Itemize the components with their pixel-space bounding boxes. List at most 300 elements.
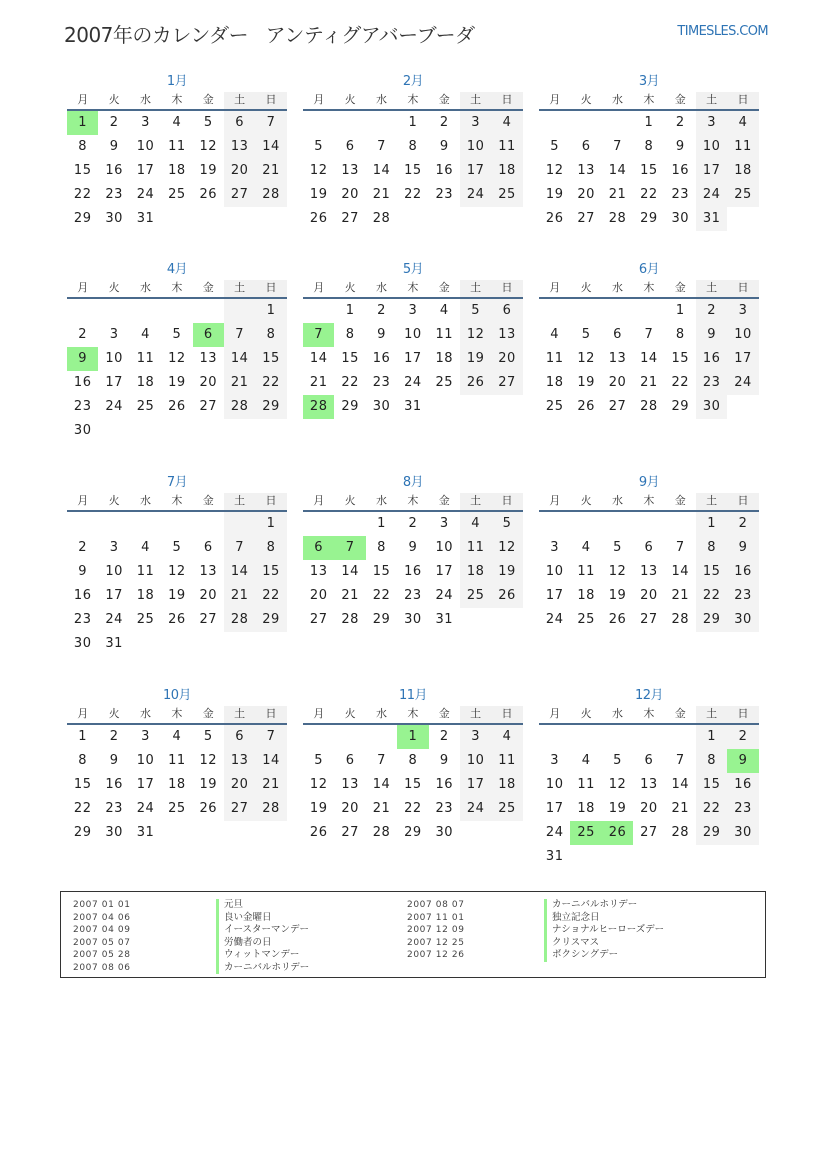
day-cell[interactable]: 16 [105, 777, 123, 792]
day-cell[interactable]: 7 [377, 139, 386, 154]
day-cell[interactable]: 15 [73, 163, 92, 178]
day-cell[interactable]: 20 [341, 801, 359, 816]
day-cell[interactable]: 25 [136, 612, 155, 627]
day-cell[interactable]: 19 [608, 801, 627, 816]
day-cell[interactable]: 12 [577, 351, 595, 366]
day-cell[interactable]: 29 [696, 608, 727, 632]
day-cell[interactable]: 20 [577, 187, 595, 202]
day-cell[interactable]: 17 [460, 773, 491, 797]
day-cell[interactable]: 23 [404, 588, 422, 603]
day-cell[interactable]: 15 [696, 560, 727, 584]
day-cell[interactable]: 9 [439, 139, 449, 154]
day-cell[interactable]: 7 [377, 753, 386, 768]
day-cell[interactable]: 11 [727, 135, 758, 159]
day-cell[interactable]: 30 [671, 211, 690, 226]
holiday-day-cell[interactable]: 9 [67, 347, 98, 371]
day-cell[interactable]: 17 [727, 347, 758, 371]
day-cell[interactable]: 23 [73, 399, 92, 414]
day-cell[interactable]: 8 [78, 753, 88, 768]
day-cell[interactable]: 26 [608, 612, 627, 627]
day-cell[interactable]: 7 [255, 111, 286, 135]
day-cell[interactable]: 28 [671, 825, 690, 840]
day-cell[interactable]: 7 [224, 536, 255, 560]
holiday-day-cell[interactable]: 26 [602, 821, 633, 845]
day-cell[interactable]: 14 [224, 347, 255, 371]
day-cell[interactable]: 24 [727, 371, 758, 395]
day-cell[interactable]: 23 [727, 797, 758, 821]
day-cell[interactable]: 19 [168, 588, 186, 603]
day-cell[interactable]: 26 [199, 187, 218, 202]
day-cell[interactable]: 11 [435, 327, 454, 342]
day-cell[interactable]: 6 [491, 299, 522, 323]
day-cell[interactable]: 26 [199, 801, 218, 816]
day-cell[interactable]: 25 [435, 375, 454, 390]
day-cell[interactable]: 28 [372, 211, 391, 226]
day-cell[interactable]: 23 [696, 371, 727, 395]
day-cell[interactable]: 2 [439, 115, 449, 130]
day-cell[interactable]: 27 [608, 399, 627, 414]
day-cell[interactable]: 27 [640, 612, 658, 627]
day-cell[interactable]: 19 [608, 588, 627, 603]
day-cell[interactable]: 16 [696, 347, 727, 371]
day-cell[interactable]: 7 [255, 725, 286, 749]
day-cell[interactable]: 16 [73, 588, 92, 603]
day-cell[interactable]: 27 [199, 612, 218, 627]
day-cell[interactable]: 5 [172, 327, 182, 342]
day-cell[interactable]: 30 [73, 423, 92, 438]
day-cell[interactable]: 29 [255, 395, 286, 419]
day-cell[interactable]: 14 [372, 777, 391, 792]
day-cell[interactable]: 18 [727, 159, 758, 183]
day-cell[interactable]: 12 [491, 536, 522, 560]
day-cell[interactable]: 8 [408, 753, 418, 768]
day-cell[interactable]: 12 [168, 564, 186, 579]
day-cell[interactable]: 27 [341, 825, 359, 840]
day-cell[interactable]: 14 [224, 560, 255, 584]
holiday-day-cell[interactable]: 6 [193, 323, 224, 347]
day-cell[interactable]: 28 [640, 399, 658, 414]
day-cell[interactable]: 10 [136, 139, 155, 154]
day-cell[interactable]: 25 [168, 801, 186, 816]
day-cell[interactable]: 12 [460, 323, 491, 347]
day-cell[interactable]: 21 [224, 584, 255, 608]
day-cell[interactable]: 9 [696, 323, 727, 347]
day-cell[interactable]: 26 [309, 211, 328, 226]
day-cell[interactable]: 31 [696, 207, 727, 231]
day-cell[interactable]: 26 [460, 371, 491, 395]
day-cell[interactable]: 13 [224, 135, 255, 159]
day-cell[interactable]: 17 [435, 564, 454, 579]
day-cell[interactable]: 2 [109, 729, 119, 744]
day-cell[interactable]: 17 [136, 163, 155, 178]
day-cell[interactable]: 22 [341, 375, 359, 390]
day-cell[interactable]: 26 [168, 612, 186, 627]
day-cell[interactable]: 2 [439, 729, 449, 744]
holiday-day-cell[interactable]: 7 [334, 536, 365, 560]
day-cell[interactable]: 10 [545, 564, 564, 579]
day-cell[interactable]: 26 [168, 399, 186, 414]
day-cell[interactable]: 16 [404, 564, 422, 579]
day-cell[interactable]: 6 [224, 725, 255, 749]
day-cell[interactable]: 4 [581, 540, 591, 555]
day-cell[interactable]: 11 [577, 777, 595, 792]
day-cell[interactable]: 1 [644, 115, 654, 130]
day-cell[interactable]: 25 [136, 399, 155, 414]
day-cell[interactable]: 16 [372, 351, 391, 366]
day-cell[interactable]: 13 [199, 351, 218, 366]
day-cell[interactable]: 3 [727, 299, 758, 323]
day-cell[interactable]: 27 [341, 211, 359, 226]
day-cell[interactable]: 14 [255, 749, 286, 773]
day-cell[interactable]: 6 [644, 753, 654, 768]
day-cell[interactable]: 27 [309, 612, 328, 627]
day-cell[interactable]: 14 [255, 135, 286, 159]
day-cell[interactable]: 5 [581, 327, 591, 342]
day-cell[interactable]: 18 [460, 560, 491, 584]
day-cell[interactable]: 20 [491, 347, 522, 371]
day-cell[interactable]: 22 [73, 801, 92, 816]
day-cell[interactable]: 20 [309, 588, 328, 603]
day-cell[interactable]: 19 [199, 777, 218, 792]
holiday-day-cell[interactable]: 9 [727, 749, 758, 773]
holiday-day-cell[interactable]: 7 [303, 323, 334, 347]
day-cell[interactable]: 6 [581, 139, 591, 154]
day-cell[interactable]: 9 [727, 536, 758, 560]
day-cell[interactable]: 11 [460, 536, 491, 560]
day-cell[interactable]: 12 [309, 777, 328, 792]
day-cell[interactable]: 17 [105, 588, 123, 603]
day-cell[interactable]: 19 [309, 801, 328, 816]
day-cell[interactable]: 3 [550, 753, 560, 768]
day-cell[interactable]: 19 [491, 560, 522, 584]
day-cell[interactable]: 6 [644, 540, 654, 555]
day-cell[interactable]: 4 [141, 540, 150, 555]
day-cell[interactable]: 6 [345, 139, 355, 154]
day-cell[interactable]: 13 [577, 163, 595, 178]
day-cell[interactable]: 23 [727, 584, 758, 608]
day-cell[interactable]: 5 [550, 139, 560, 154]
day-cell[interactable]: 22 [671, 375, 690, 390]
day-cell[interactable]: 30 [435, 825, 454, 840]
day-cell[interactable]: 16 [727, 560, 758, 584]
day-cell[interactable]: 8 [255, 536, 286, 560]
day-cell[interactable]: 24 [460, 183, 491, 207]
day-cell[interactable]: 20 [199, 588, 218, 603]
day-cell[interactable]: 25 [491, 183, 522, 207]
day-cell[interactable]: 10 [105, 351, 123, 366]
day-cell[interactable]: 30 [727, 821, 758, 845]
day-cell[interactable]: 5 [460, 299, 491, 323]
day-cell[interactable]: 19 [309, 187, 328, 202]
day-cell[interactable]: 16 [727, 773, 758, 797]
day-cell[interactable]: 17 [105, 375, 123, 390]
day-cell[interactable]: 31 [136, 825, 155, 840]
day-cell[interactable]: 22 [696, 584, 727, 608]
day-cell[interactable]: 11 [136, 564, 155, 579]
day-cell[interactable]: 2 [727, 725, 758, 749]
day-cell[interactable]: 13 [608, 351, 627, 366]
day-cell[interactable]: 2 [377, 303, 386, 318]
day-cell[interactable]: 24 [696, 183, 727, 207]
day-cell[interactable]: 1 [408, 115, 418, 130]
day-cell[interactable]: 6 [224, 111, 255, 135]
day-cell[interactable]: 21 [341, 588, 359, 603]
day-cell[interactable]: 13 [309, 564, 328, 579]
day-cell[interactable]: 9 [408, 540, 418, 555]
day-cell[interactable]: 21 [671, 801, 690, 816]
day-cell[interactable]: 22 [255, 371, 286, 395]
day-cell[interactable]: 1 [345, 303, 355, 318]
day-cell[interactable]: 16 [435, 777, 454, 792]
day-cell[interactable]: 21 [608, 187, 627, 202]
day-cell[interactable]: 21 [372, 187, 391, 202]
day-cell[interactable]: 18 [491, 773, 522, 797]
day-cell[interactable]: 22 [73, 187, 92, 202]
day-cell[interactable]: 17 [404, 351, 422, 366]
day-cell[interactable]: 15 [640, 163, 658, 178]
day-cell[interactable]: 12 [199, 139, 218, 154]
day-cell[interactable]: 30 [105, 211, 123, 226]
day-cell[interactable]: 14 [608, 163, 627, 178]
day-cell[interactable]: 11 [168, 139, 186, 154]
day-cell[interactable]: 4 [581, 753, 591, 768]
day-cell[interactable]: 23 [105, 801, 123, 816]
day-cell[interactable]: 9 [439, 753, 449, 768]
day-cell[interactable]: 6 [203, 540, 213, 555]
day-cell[interactable]: 8 [255, 323, 286, 347]
day-cell[interactable]: 1 [696, 725, 727, 749]
holiday-day-cell[interactable]: 1 [67, 111, 98, 135]
day-cell[interactable]: 11 [168, 753, 186, 768]
day-cell[interactable]: 8 [644, 139, 654, 154]
day-cell[interactable]: 25 [491, 797, 522, 821]
day-cell[interactable]: 7 [675, 540, 685, 555]
day-cell[interactable]: 27 [199, 399, 218, 414]
day-cell[interactable]: 29 [404, 825, 422, 840]
day-cell[interactable]: 20 [608, 375, 627, 390]
day-cell[interactable]: 24 [105, 399, 123, 414]
day-cell[interactable]: 3 [141, 115, 150, 130]
day-cell[interactable]: 24 [545, 612, 564, 627]
day-cell[interactable]: 15 [404, 777, 422, 792]
day-cell[interactable]: 14 [640, 351, 658, 366]
day-cell[interactable]: 17 [136, 777, 155, 792]
day-cell[interactable]: 26 [577, 399, 595, 414]
day-cell[interactable]: 18 [577, 801, 595, 816]
day-cell[interactable]: 3 [550, 540, 560, 555]
day-cell[interactable]: 11 [491, 135, 522, 159]
day-cell[interactable]: 30 [372, 399, 391, 414]
day-cell[interactable]: 4 [460, 512, 491, 536]
day-cell[interactable]: 25 [727, 183, 758, 207]
day-cell[interactable]: 2 [78, 327, 88, 342]
day-cell[interactable]: 25 [545, 399, 564, 414]
day-cell[interactable]: 14 [671, 777, 690, 792]
day-cell[interactable]: 8 [345, 327, 355, 342]
day-cell[interactable]: 27 [577, 211, 595, 226]
day-cell[interactable]: 18 [435, 351, 454, 366]
day-cell[interactable]: 16 [671, 163, 690, 178]
day-cell[interactable]: 28 [341, 612, 359, 627]
day-cell[interactable]: 2 [675, 115, 685, 130]
day-cell[interactable]: 27 [224, 797, 255, 821]
day-cell[interactable]: 22 [640, 187, 658, 202]
holiday-day-cell[interactable]: 25 [570, 821, 601, 845]
day-cell[interactable]: 13 [640, 777, 658, 792]
day-cell[interactable]: 2 [78, 540, 88, 555]
day-cell[interactable]: 10 [404, 327, 422, 342]
day-cell[interactable]: 10 [460, 749, 491, 773]
day-cell[interactable]: 27 [224, 183, 255, 207]
day-cell[interactable]: 23 [105, 187, 123, 202]
day-cell[interactable]: 25 [577, 612, 595, 627]
day-cell[interactable]: 19 [199, 163, 218, 178]
day-cell[interactable]: 5 [613, 540, 622, 555]
day-cell[interactable]: 17 [545, 801, 564, 816]
day-cell[interactable]: 4 [439, 303, 449, 318]
day-cell[interactable]: 23 [435, 187, 454, 202]
day-cell[interactable]: 10 [460, 135, 491, 159]
day-cell[interactable]: 5 [613, 753, 622, 768]
day-cell[interactable]: 29 [73, 825, 92, 840]
day-cell[interactable]: 23 [435, 801, 454, 816]
day-cell[interactable]: 4 [172, 729, 182, 744]
day-cell[interactable]: 9 [109, 753, 119, 768]
day-cell[interactable]: 26 [545, 211, 564, 226]
day-cell[interactable]: 30 [404, 612, 422, 627]
day-cell[interactable]: 8 [377, 540, 386, 555]
day-cell[interactable]: 27 [491, 371, 522, 395]
day-cell[interactable]: 18 [491, 159, 522, 183]
day-cell[interactable]: 1 [255, 512, 286, 536]
day-cell[interactable]: 31 [545, 849, 564, 864]
day-cell[interactable]: 3 [439, 516, 449, 531]
day-cell[interactable]: 18 [168, 163, 186, 178]
day-cell[interactable]: 5 [314, 753, 324, 768]
day-cell[interactable]: 27 [640, 825, 658, 840]
day-cell[interactable]: 7 [644, 327, 654, 342]
day-cell[interactable]: 18 [136, 375, 155, 390]
day-cell[interactable]: 15 [341, 351, 359, 366]
day-cell[interactable]: 15 [696, 773, 727, 797]
day-cell[interactable]: 29 [671, 399, 690, 414]
day-cell[interactable]: 11 [545, 351, 564, 366]
holiday-day-cell[interactable]: 28 [303, 395, 334, 419]
day-cell[interactable]: 29 [73, 211, 92, 226]
day-cell[interactable]: 24 [545, 825, 564, 840]
day-cell[interactable]: 7 [224, 323, 255, 347]
day-cell[interactable]: 15 [73, 777, 92, 792]
day-cell[interactable]: 19 [545, 187, 564, 202]
day-cell[interactable]: 5 [314, 139, 324, 154]
day-cell[interactable]: 24 [136, 801, 155, 816]
day-cell[interactable]: 9 [377, 327, 386, 342]
day-cell[interactable]: 12 [309, 163, 328, 178]
day-cell[interactable]: 29 [255, 608, 286, 632]
day-cell[interactable]: 23 [671, 187, 690, 202]
day-cell[interactable]: 20 [341, 187, 359, 202]
day-cell[interactable]: 15 [255, 347, 286, 371]
day-cell[interactable]: 10 [105, 564, 123, 579]
day-cell[interactable]: 7 [613, 139, 622, 154]
day-cell[interactable]: 3 [109, 327, 119, 342]
day-cell[interactable]: 17 [545, 588, 564, 603]
day-cell[interactable]: 20 [640, 801, 658, 816]
day-cell[interactable]: 1 [675, 303, 685, 318]
day-cell[interactable]: 20 [224, 159, 255, 183]
day-cell[interactable]: 18 [168, 777, 186, 792]
day-cell[interactable]: 9 [78, 564, 88, 579]
day-cell[interactable]: 16 [73, 375, 92, 390]
day-cell[interactable]: 20 [199, 375, 218, 390]
day-cell[interactable]: 30 [105, 825, 123, 840]
day-cell[interactable]: 28 [255, 797, 286, 821]
day-cell[interactable]: 28 [255, 183, 286, 207]
day-cell[interactable]: 11 [491, 749, 522, 773]
day-cell[interactable]: 7 [675, 753, 685, 768]
day-cell[interactable]: 28 [372, 825, 391, 840]
day-cell[interactable]: 3 [460, 725, 491, 749]
day-cell[interactable]: 25 [460, 584, 491, 608]
day-cell[interactable]: 19 [460, 347, 491, 371]
day-cell[interactable]: 4 [550, 327, 560, 342]
day-cell[interactable]: 13 [341, 777, 359, 792]
day-cell[interactable]: 28 [671, 612, 690, 627]
day-cell[interactable]: 18 [577, 588, 595, 603]
day-cell[interactable]: 12 [608, 777, 627, 792]
day-cell[interactable]: 2 [408, 516, 418, 531]
day-cell[interactable]: 30 [73, 636, 92, 651]
day-cell[interactable]: 21 [372, 801, 391, 816]
day-cell[interactable]: 5 [203, 115, 213, 130]
day-cell[interactable]: 28 [608, 211, 627, 226]
day-cell[interactable]: 21 [671, 588, 690, 603]
day-cell[interactable]: 28 [224, 395, 255, 419]
day-cell[interactable]: 11 [577, 564, 595, 579]
holiday-day-cell[interactable]: 1 [397, 725, 428, 749]
day-cell[interactable]: 24 [435, 588, 454, 603]
day-cell[interactable]: 3 [696, 111, 727, 135]
day-cell[interactable]: 20 [640, 588, 658, 603]
day-cell[interactable]: 2 [109, 115, 119, 130]
day-cell[interactable]: 28 [224, 608, 255, 632]
day-cell[interactable]: 22 [696, 797, 727, 821]
day-cell[interactable]: 1 [78, 729, 88, 744]
day-cell[interactable]: 24 [460, 797, 491, 821]
day-cell[interactable]: 19 [168, 375, 186, 390]
day-cell[interactable]: 8 [696, 536, 727, 560]
day-cell[interactable]: 29 [341, 399, 359, 414]
day-cell[interactable]: 6 [345, 753, 355, 768]
day-cell[interactable]: 1 [696, 512, 727, 536]
day-cell[interactable]: 19 [577, 375, 595, 390]
day-cell[interactable]: 18 [136, 588, 155, 603]
day-cell[interactable]: 13 [199, 564, 218, 579]
day-cell[interactable]: 10 [435, 540, 454, 555]
day-cell[interactable]: 20 [224, 773, 255, 797]
day-cell[interactable]: 26 [309, 825, 328, 840]
day-cell[interactable]: 31 [136, 211, 155, 226]
day-cell[interactable]: 4 [727, 111, 758, 135]
day-cell[interactable]: 10 [545, 777, 564, 792]
day-cell[interactable]: 23 [73, 612, 92, 627]
day-cell[interactable]: 9 [109, 139, 119, 154]
day-cell[interactable]: 30 [727, 608, 758, 632]
day-cell[interactable]: 21 [640, 375, 658, 390]
day-cell[interactable]: 29 [640, 211, 658, 226]
day-cell[interactable]: 3 [408, 303, 418, 318]
day-cell[interactable]: 5 [172, 540, 182, 555]
